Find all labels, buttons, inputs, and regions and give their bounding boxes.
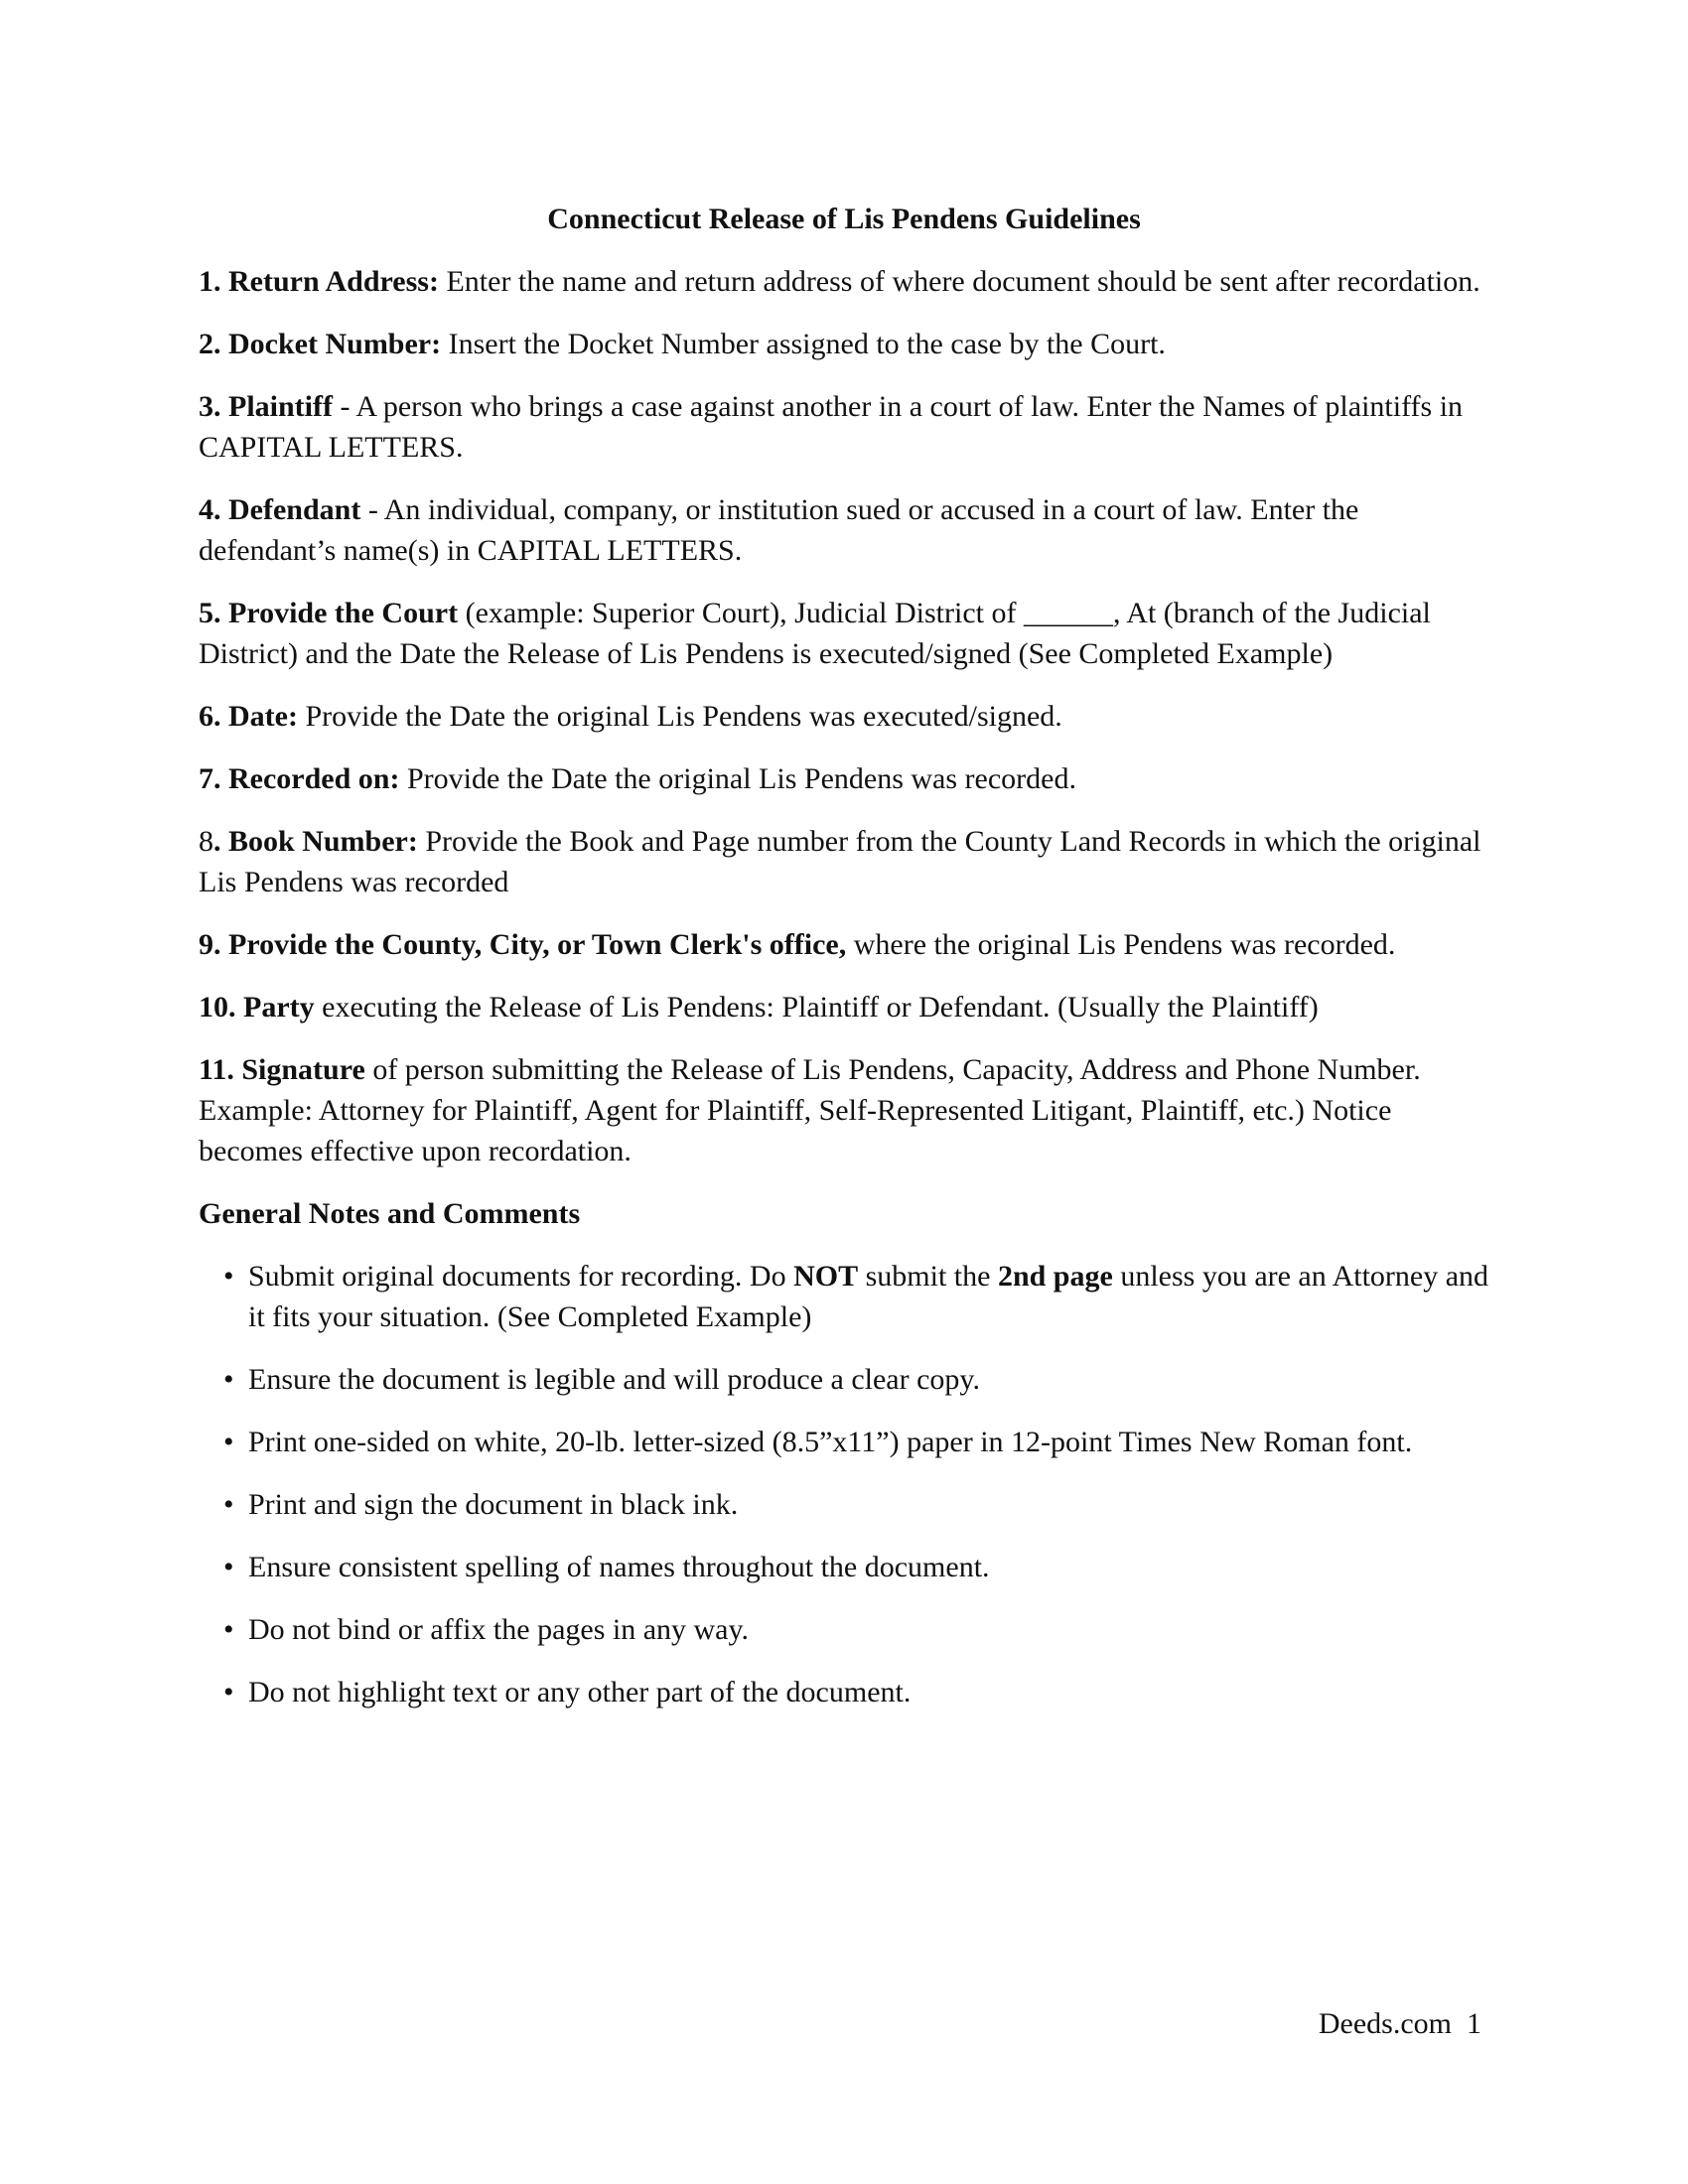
item-label: 6. Date: <box>199 700 298 733</box>
bullet-icon: • <box>223 1551 234 1583</box>
bullet-icon: • <box>223 1488 234 1521</box>
guideline-item-3 <box>199 386 1489 468</box>
notes-heading: General Notes and Comments <box>199 1197 581 1230</box>
note-item-4 <box>199 1484 1489 1525</box>
guideline-item-10 <box>199 987 1489 1027</box>
note-emphasis: 2nd page <box>997 1260 1113 1293</box>
guideline-item-1 <box>199 261 1489 302</box>
item-text: - An individual, company, or institution sued or accused in a court of law. Enter the defendant’s name(s) in CAPITAL LETTERS. <box>199 493 1359 567</box>
bullet-icon: • <box>223 1426 234 1458</box>
item-text: where the original Lis Pendens was recorded. <box>846 928 1396 961</box>
note-text: Do not highlight text or any other part of the document. <box>248 1676 912 1708</box>
note-text: submit the <box>858 1260 998 1293</box>
guideline-item-11 <box>199 1049 1489 1171</box>
page-number: 1 <box>1467 2007 1481 2040</box>
guideline-item-4 <box>199 489 1489 571</box>
guideline-item-5 <box>199 593 1489 674</box>
note-text: Print one-sided on white, 20-lb. letter-sized (8.5”x11”) paper in 12-point Times New Roman font. <box>248 1426 1413 1458</box>
item-text: Provide the Book and Page number from the County Land Records in which the original Lis Pendens was recorded <box>199 825 1481 898</box>
notes-list <box>199 1256 1489 1712</box>
item-label: 5. Provide the Court <box>199 597 459 629</box>
note-item-5 <box>199 1547 1489 1587</box>
guideline-item-7 <box>199 758 1489 799</box>
page-footer <box>1319 2003 1481 2044</box>
guideline-item-8 <box>199 821 1489 902</box>
item-text: Provide the Date the original Lis Pendens was recorded. <box>399 762 1076 795</box>
note-text: Ensure consistent spelling of names throughout the document. <box>248 1551 990 1583</box>
item-label: 7. Recorded on: <box>199 762 400 795</box>
guideline-item-2 <box>199 324 1489 364</box>
item-label: . Book Number: <box>213 825 418 858</box>
note-item-6 <box>199 1609 1489 1650</box>
item-label: 4. Defendant <box>199 493 361 526</box>
guideline-item-9 <box>199 924 1489 965</box>
item-text: Enter the name and return address of where document should be sent after recordation. <box>438 265 1480 298</box>
item-label: 9. Provide the County, City, or Town Clerk's office, <box>199 928 847 961</box>
item-label: 3. Plaintiff <box>199 390 333 423</box>
item-label: 10. Party <box>199 991 315 1024</box>
item-text: executing the Release of Lis Pendens: Plaintiff or Defendant. (Usually the Plaintiff) <box>314 991 1319 1024</box>
item-label: 2. Docket Number: <box>199 328 442 360</box>
document-title: Connecticut Release of Lis Pendens Guidelines <box>547 203 1141 235</box>
bullet-icon: • <box>223 1260 234 1293</box>
note-item-7 <box>199 1672 1489 1712</box>
note-text: unless you are an Attorney and it fits your situation. (See Completed Example) <box>248 1260 1489 1333</box>
item-text: of person submitting the Release of Lis Pendens, Capacity, Address and Phone Number. Example: Attorney for Plaintiff, Agent for Plaintiff, Self-Represented Litigant, Plaintiff, etc.) Notice becomes effective upon recordation. <box>199 1053 1421 1167</box>
bullet-icon: • <box>223 1613 234 1646</box>
item-text: Insert the Docket Number assigned to the case by the Court. <box>441 328 1166 360</box>
item-text: (example: Superior Court), Judicial District of ______, At (branch of the Judicial District) and the Date the Release of Lis Pendens is executed/signed (See Completed Example) <box>199 597 1431 670</box>
note-text: Ensure the document is legible and will produce a clear copy. <box>248 1363 980 1396</box>
note-emphasis: NOT <box>793 1260 859 1293</box>
item-label: 11. Signature <box>199 1053 365 1086</box>
note-item-3 <box>199 1422 1489 1462</box>
item-text: Provide the Date the original Lis Pendens was executed/signed. <box>297 700 1062 733</box>
guideline-item-6 <box>199 696 1489 737</box>
bullet-icon: • <box>223 1676 234 1708</box>
note-text: Do not bind or affix the pages in any way. <box>248 1613 750 1646</box>
note-item-1 <box>199 1256 1489 1337</box>
item-number: 8 <box>199 825 213 858</box>
document-page <box>199 199 1489 1734</box>
note-item-2 <box>199 1359 1489 1400</box>
footer-brand: Deeds.com <box>1318 2007 1452 2040</box>
item-label: 1. Return Address: <box>199 265 439 298</box>
bullet-icon: • <box>223 1363 234 1396</box>
item-text: - A person who brings a case against another in a court of law. Enter the Names of plaintiffs in CAPITAL LETTERS. <box>199 390 1464 464</box>
note-text: Submit original documents for recording. Do <box>248 1260 794 1293</box>
note-text: Print and sign the document in black ink. <box>248 1488 739 1521</box>
